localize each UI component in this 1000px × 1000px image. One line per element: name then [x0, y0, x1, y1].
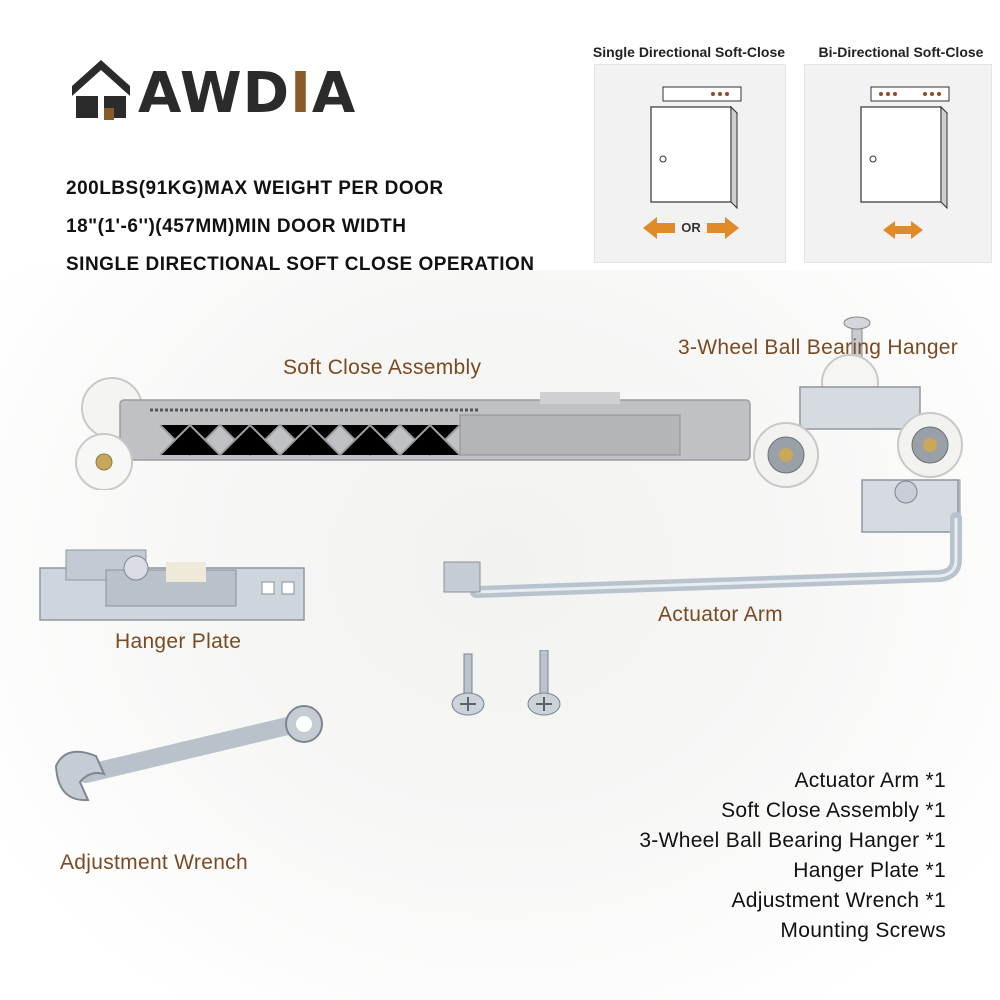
spec-operation: SINGLE DIRECTIONAL SOFT CLOSE OPERATION [66, 254, 535, 275]
brand-logo [72, 58, 357, 128]
package-list-item: 3-Wheel Ball Bearing Hanger *1 [639, 829, 946, 852]
adjustment-wrench-image [46, 704, 332, 826]
package-list-item: Adjustment Wrench *1 [731, 889, 946, 912]
callout-adjustment-wrench: Adjustment Wrench [60, 851, 248, 874]
logo-text-accent: I [290, 61, 312, 126]
single-directional-diagram [594, 64, 786, 263]
spec-min-width: 18"(1'-6'')(457MM)MIN DOOR WIDTH [66, 216, 407, 237]
bi-door-illustration [805, 65, 991, 262]
package-list-item: Hanger Plate *1 [793, 859, 946, 882]
house-logo-icon [72, 58, 130, 122]
bi-directional-title: Bi-Directional Soft-Close [818, 44, 984, 60]
package-list-item: Actuator Arm *1 [794, 769, 946, 792]
logo-text-tail: A [311, 61, 357, 126]
logo-wordmark [138, 61, 357, 126]
single-directional-title: Single Directional Soft-Close [592, 44, 786, 60]
package-list-item: Soft Close Assembly *1 [721, 799, 946, 822]
bi-directional-diagram [804, 64, 992, 263]
logo-text-main: AWD [138, 61, 291, 126]
hanger-plate-image [36, 540, 308, 630]
callout-three-wheel-hanger: 3-Wheel Ball Bearing Hanger [678, 336, 959, 359]
callout-soft-close-assembly: Soft Close Assembly [283, 356, 482, 379]
single-arrow-or-label: OR [681, 220, 701, 235]
callout-actuator-arm: Actuator Arm [658, 603, 783, 626]
callout-hanger-plate: Hanger Plate [115, 630, 242, 653]
mounting-screw-icon [448, 650, 488, 720]
mounting-screw-icon [524, 650, 564, 720]
actuator-arm-image [436, 470, 976, 610]
spec-max-weight: 200LBS(91KG)MAX WEIGHT PER DOOR [66, 178, 444, 199]
package-list-item: Mounting Screws [780, 919, 946, 942]
